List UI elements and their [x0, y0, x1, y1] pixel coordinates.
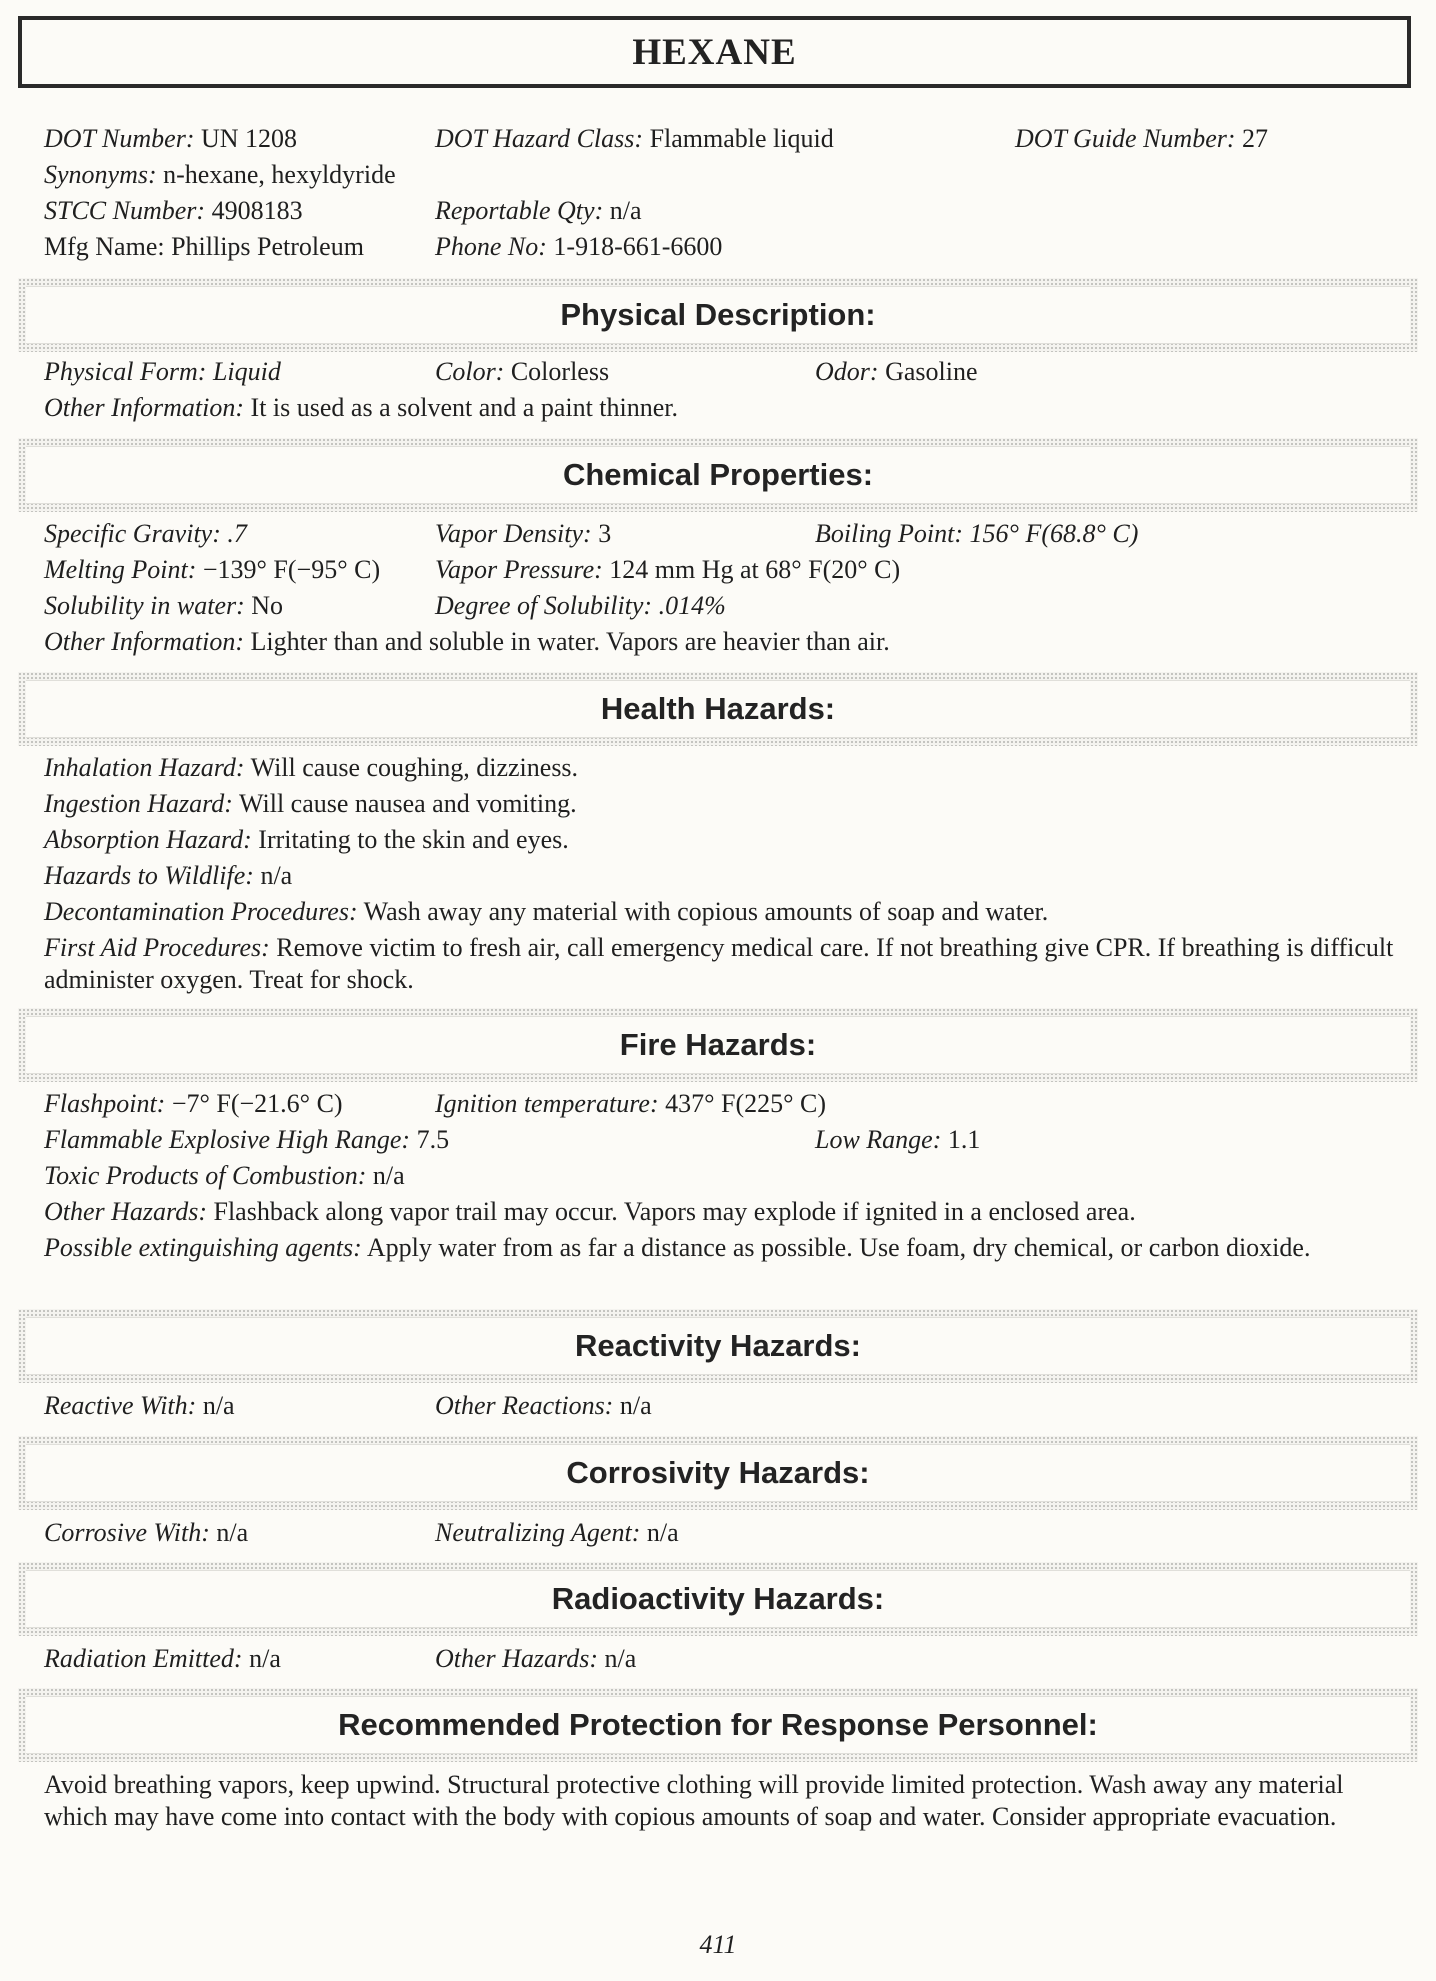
header-row-2 [0, 158, 1436, 192]
flashpoint: Flashpoint: −7° F(−21.6° C) [44, 1089, 343, 1118]
chemical-row-1 [0, 517, 1436, 551]
radioactivity-other-hazards: Other Hazards: n/a [435, 1644, 637, 1673]
chemical-row-3 [0, 589, 1436, 623]
chemical-properties-heading: Chemical Properties: [562, 457, 874, 492]
corrosivity-hazards-heading: Corrosivity Hazards: [566, 1455, 870, 1490]
mfg-name: Mfg Name: Phillips Petroleum [44, 232, 364, 261]
melting-point: Melting Point: −139° F(−95° C) [44, 555, 381, 584]
corrosive-with: Corrosive With: n/a [44, 1518, 249, 1547]
physical-row-2 [0, 391, 1436, 425]
toxic-products: Toxic Products of Combustion: n/a [44, 1161, 405, 1190]
chemical-row-4 [0, 625, 1436, 659]
phone-no: Phone No: 1-918-661-6600 [435, 232, 723, 261]
flammable-low-range: Low Range: 1.1 [815, 1125, 981, 1154]
reactivity-row [0, 1389, 1436, 1423]
absorption-hazard: Absorption Hazard: Irritating to the skin and eyes. [44, 825, 569, 854]
synonyms: Synonyms: n-hexane, hexyldyride [44, 160, 396, 189]
fire-other-hazards: Other Hazards: Flashback along vapor trail may occur. Vapors may explode if ignited in a enclosed area. [44, 1197, 1136, 1226]
header-row-3 [0, 194, 1436, 228]
stcc-number: STCC Number: 4908183 [44, 196, 303, 225]
boiling-point: Boiling Point: 156° F(68.8° C) [815, 519, 1139, 548]
color: Color: Colorless [435, 357, 610, 386]
reactive-with: Reactive With: n/a [44, 1391, 235, 1420]
title-box [18, 16, 1411, 88]
neutralizing-agent: Neutralizing Agent: n/a [435, 1518, 679, 1547]
vapor-density: Vapor Density: 3 [435, 519, 612, 548]
flammable-high-range: Flammable Explosive High Range: 7.5 [44, 1125, 450, 1154]
specific-gravity: Specific Gravity: .7 [44, 519, 247, 548]
health-hazards-heading: Health Hazards: [600, 691, 836, 726]
physical-form: Physical Form: Liquid [44, 357, 281, 386]
dot-hazard-class: DOT Hazard Class: Flammable liquid [435, 124, 834, 153]
corrosivity-row [0, 1516, 1436, 1550]
chemical-row-2 [0, 553, 1436, 587]
fire-row-2 [0, 1123, 1436, 1157]
other-reactions: Other Reactions: n/a [435, 1391, 652, 1420]
protection-band [18, 1688, 1418, 1762]
chemical-properties-band [18, 438, 1418, 512]
reactivity-hazards-band [18, 1309, 1418, 1383]
dot-guide-number: DOT Guide Number: 27 [1015, 124, 1269, 153]
chemical-other-info: Other Information: Lighter than and soluble in water. Vapors are heavier than air. [44, 627, 890, 656]
dot-number: DOT Number: UN 1208 [44, 124, 298, 153]
header-row-4 [0, 230, 1436, 264]
protection-heading: Recommended Protection for Response Personnel: [338, 1707, 1098, 1742]
odor: Odor: Gasoline [815, 357, 978, 386]
inhalation-hazard: Inhalation Hazard: Will cause coughing, dizziness. [44, 753, 579, 782]
physical-description-band [18, 278, 1418, 352]
decontamination-procedures: Decontamination Procedures: Wash away any material with copious amounts of soap and water. [44, 897, 1049, 926]
ingestion-hazard: Ingestion Hazard: Will cause nausea and vomiting. [44, 789, 577, 818]
physical-row-1 [0, 355, 1436, 389]
header-row-1 [0, 122, 1436, 156]
degree-of-solubility: Degree of Solubility: .014% [435, 591, 726, 620]
radioactivity-hazards-heading: Radioactivity Hazards: [551, 1581, 885, 1616]
fire-row-1 [0, 1087, 1436, 1121]
page-title: HEXANE [632, 31, 797, 73]
page-number: 411 [699, 1930, 737, 1959]
hazards-to-wildlife: Hazards to Wildlife: n/a [44, 861, 293, 890]
health-hazards-band [18, 672, 1418, 746]
solubility-in-water: Solubility in water: No [44, 591, 284, 620]
physical-description-heading: Physical Description: [560, 297, 876, 332]
ignition-temperature: Ignition temperature: 437° F(225° C) [435, 1089, 827, 1118]
fire-hazards-band [18, 1008, 1418, 1082]
radioactivity-row [0, 1642, 1436, 1676]
reactivity-hazards-heading: Reactivity Hazards: [574, 1328, 861, 1363]
fire-hazards-heading: Fire Hazards: [619, 1027, 817, 1062]
protection-text: Avoid breathing vapors, keep upwind. Structural protective clothing will provide limited protection. Wash away any material which may have come into contact with the body with copious amounts of soap and water. Consider appropriate evacuation. [44, 1770, 1344, 1831]
radiation-emitted: Radiation Emitted: n/a [44, 1644, 281, 1673]
extinguishing-agents: Possible extinguishing agents: Apply water from as far a distance as possible. Use foam, dry chemical, or carbon dioxide. [44, 1233, 1311, 1262]
corrosivity-hazards-band [18, 1436, 1418, 1510]
radioactivity-hazards-band [18, 1562, 1418, 1636]
reportable-qty: Reportable Qty: n/a [435, 196, 642, 225]
first-aid-procedures: First Aid Procedures: Remove victim to fresh air, call emergency medical care. If not breathing give CPR. If breathing is difficult administer oxygen. Treat for shock. [44, 933, 1394, 994]
physical-other-info: Other Information: It is used as a solvent and a paint thinner. [44, 393, 679, 422]
vapor-pressure: Vapor Pressure: 124 mm Hg at 68° F(20° C) [435, 555, 901, 584]
